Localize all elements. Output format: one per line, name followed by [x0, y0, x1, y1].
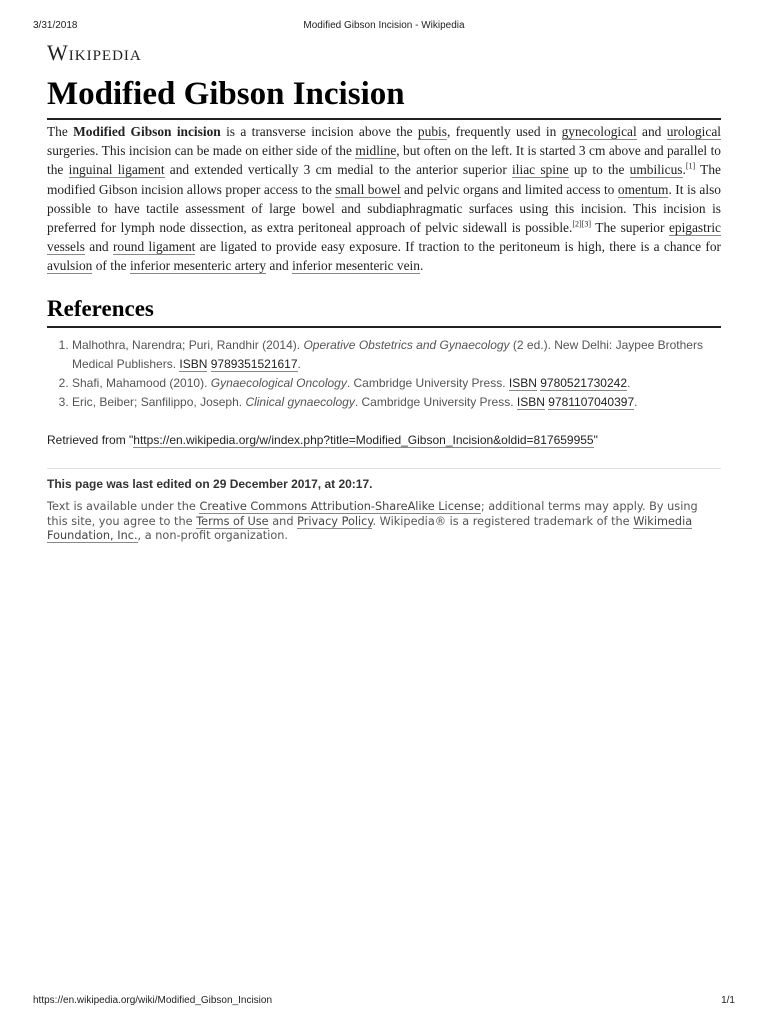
reference-title: Gynaecological Oncology	[210, 376, 347, 390]
isbn-number-link[interactable]: 9789351521617	[210, 357, 298, 371]
article-text: and pelvic organs and limited access to	[400, 181, 618, 197]
license-text-part: . Wikipedia® is a registered trademark of the	[372, 514, 634, 528]
article-text: , but often on the left. It is started 3 cm above and parallel to the	[47, 143, 721, 178]
reference-authors: Malhothra, Narendra; Puri, Randhir (2014).	[72, 338, 304, 352]
article-link[interactable]: urological	[666, 124, 722, 139]
privacy-policy-link[interactable]: Privacy Policy	[297, 514, 373, 528]
citation-link[interactable]: [1]	[685, 161, 696, 171]
article-link[interactable]: inguinal ligament	[68, 162, 165, 178]
article-text: .	[419, 258, 424, 274]
retrieved-url-link[interactable]: https://en.wikipedia.org/w/index.php?title=Modified_Gibson_Incision&oldid=817659955	[133, 433, 594, 447]
article-text: The superior	[591, 220, 669, 236]
article-link[interactable]: avulsion	[47, 258, 93, 274]
reference-end: .	[634, 395, 638, 409]
references-list	[47, 336, 721, 412]
license-text-part: and	[268, 514, 298, 528]
reference-authors: Shafi, Mahamood (2010).	[72, 376, 211, 390]
article-text: is a transverse incision above the	[220, 124, 418, 139]
license-text-part: Text is available under the	[47, 500, 200, 513]
isbn-link[interactable]: ISBN	[516, 395, 545, 409]
print-header	[33, 20, 735, 34]
article-link[interactable]: midline	[355, 143, 397, 159]
isbn-link[interactable]: ISBN	[179, 357, 208, 371]
reference-publisher: (2 ed.). New Delhi: Jaypee Brothers Medical Publishers.	[72, 338, 703, 371]
article-link[interactable]: omentum	[617, 181, 669, 197]
retrieved-suffix: "	[593, 433, 598, 447]
article-link[interactable]: round ligament	[112, 239, 196, 255]
references-heading: References	[47, 294, 721, 328]
isbn-link[interactable]: ISBN	[508, 376, 537, 390]
footer-divider	[47, 468, 721, 469]
isbn-number-link[interactable]: 9780521730242	[540, 376, 627, 390]
page-title: Modified Gibson Incision	[47, 72, 721, 120]
article-link[interactable]: pubis	[417, 124, 447, 139]
reference-title: Clinical gynaecology	[245, 395, 355, 409]
article-text: and	[84, 239, 113, 255]
reference-end: .	[297, 357, 301, 371]
reference-item	[72, 336, 721, 374]
cc-license-link[interactable]: Creative Commons Attribution-ShareAlike License	[199, 500, 481, 513]
last-edited: This page was last edited on 29 December 2017, at 20:17.	[47, 477, 373, 491]
article-text: and extended vertically 3 cm medial to the anterior superior	[164, 162, 513, 178]
article-link[interactable]: inferior mesenteric artery	[129, 258, 267, 274]
article-link[interactable]: iliac spine	[512, 162, 569, 178]
wikipedia-logo[interactable]: Wikipedia	[47, 40, 142, 65]
article-text: up to the	[568, 162, 630, 178]
print-date: 3/31/2018	[33, 20, 78, 31]
print-url: https://en.wikipedia.org/wiki/Modified_Gibson_Incision	[33, 995, 273, 1006]
citation-link[interactable]: [2][3]	[572, 219, 592, 229]
reference-publisher: . Cambridge University Press.	[346, 376, 509, 390]
article-link[interactable]: epigastric vessels	[47, 220, 721, 255]
reference-item	[72, 374, 721, 393]
article-link[interactable]: inferior mesenteric vein	[292, 258, 420, 274]
wikimedia-foundation-link[interactable]: Wikimedia Foundation, Inc.	[47, 514, 693, 542]
license-text-part: ; additional terms may apply. By using this site, you agree to the	[47, 500, 698, 528]
reference-title: Operative Obstetrics and Gynaecology	[303, 338, 510, 352]
print-footer	[33, 995, 735, 1009]
article-text: , frequently used in	[446, 124, 562, 139]
license-text-part: , a non-profit organization.	[137, 529, 288, 542]
reference-authors: Eric, Beiber; Sanfilippo, Joseph.	[72, 395, 246, 409]
article-text: are ligated to provide easy exposure. If traction to the peritoneum is high, there is a chance for	[195, 239, 721, 255]
article-link[interactable]: umbilicus	[629, 162, 683, 178]
article-text: and	[636, 124, 667, 139]
article-text: surgeries. This incision can be made on either side of the	[47, 143, 356, 159]
print-page-number: 1/1	[721, 995, 735, 1006]
article-link[interactable]: gynecological	[561, 124, 637, 139]
article-subject: Modified Gibson incision	[73, 124, 221, 139]
retrieved-prefix: Retrieved from "	[47, 433, 134, 447]
retrieved-from	[47, 432, 721, 448]
reference-publisher: . Cambridge University Press.	[354, 395, 517, 409]
article-text: The modified Gibson incision allows proper access to the	[47, 162, 721, 197]
isbn-number-link[interactable]: 9781107040397	[548, 395, 635, 409]
article-text: . It is also possible to have tactile assessment of large bowel and subdiaphragmatic surfaces using this incision. This incision is preferred for lymph node dissection, as extra peritoneal approach of pelvic sidewall is possible.	[47, 181, 721, 236]
article-text: .	[682, 162, 686, 178]
print-title: Modified Gibson Incision - Wikipedia	[303, 20, 465, 31]
article-intro	[47, 122, 721, 276]
terms-of-use-link[interactable]: Terms of Use	[196, 514, 269, 528]
reference-end: .	[627, 376, 631, 390]
reference-item	[72, 393, 721, 412]
article-text: The	[47, 124, 74, 139]
license-text	[47, 500, 721, 544]
article-text: of the	[92, 258, 130, 274]
article-text: and	[266, 258, 293, 274]
article-link[interactable]: small bowel	[335, 181, 401, 197]
